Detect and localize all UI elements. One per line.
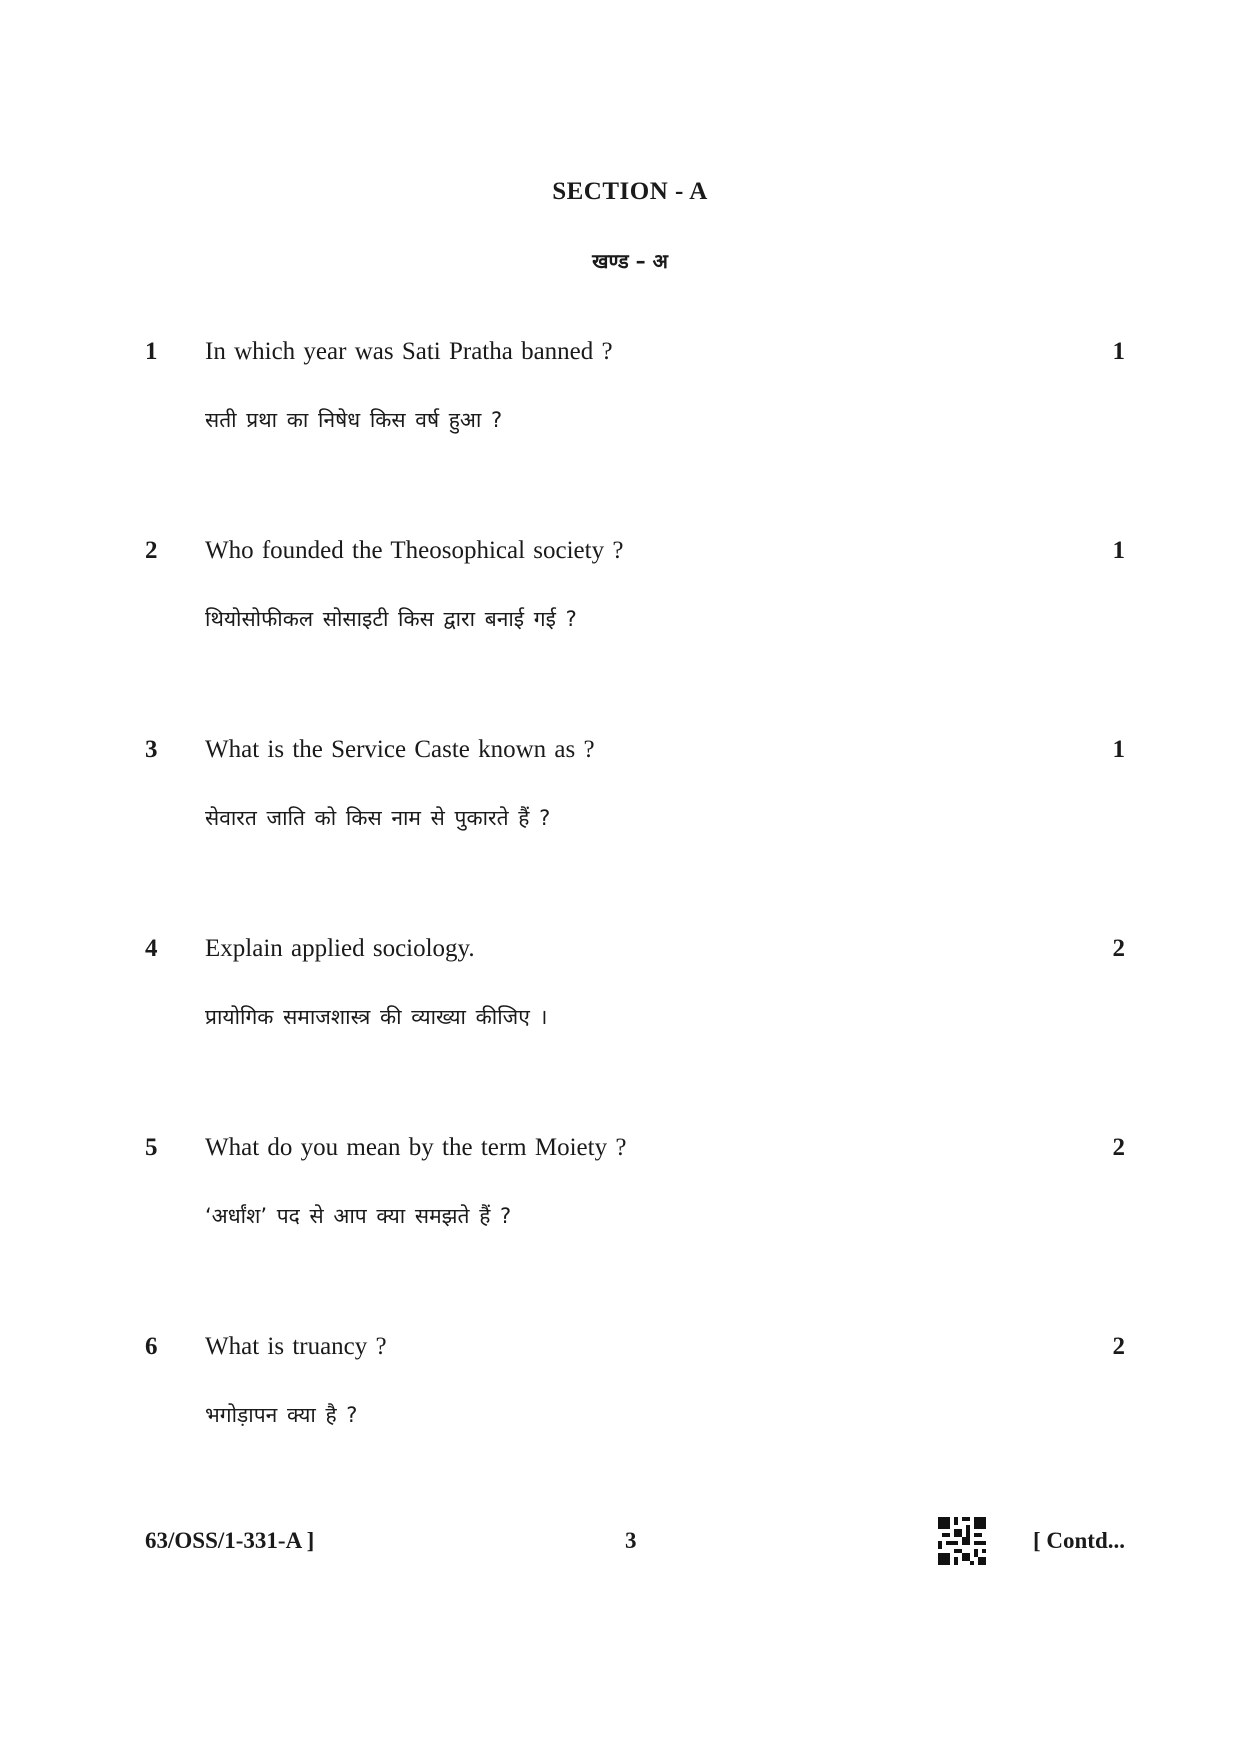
question-text-hindi: सती प्रथा का निषेध किस वर्ष हुआ ? [205,408,503,432]
question-text-english: Explain applied sociology. [205,935,475,962]
question-text-english: What is the Service Caste known as ? [205,736,595,763]
question-number: 4 [145,935,158,962]
question-text-english: Who founded the Theosophical society ? [205,537,624,564]
continued-label: [ Contd... [1032,1528,1125,1553]
qr-code-icon [938,1517,986,1565]
question-marks: 2 [1112,1134,1125,1161]
section-title-hindi: खण्ड – अ [592,249,668,273]
question-item [145,338,1125,488]
question-number: 5 [145,1134,158,1161]
paper-code: 63/OSS/1-331-A ] [145,1528,315,1553]
question-text-english: In which year was Sati Pratha banned ? [205,338,613,365]
question-marks: 2 [1112,935,1125,962]
question-item [145,537,1125,687]
question-text-hindi: थियोसोफीकल सोसाइटी किस द्वारा बनाई गई ? [205,607,577,631]
question-number: 6 [145,1333,158,1360]
page-number: 3 [625,1528,637,1553]
question-marks: 1 [1112,736,1125,763]
question-text-english: What do you mean by the term Moiety ? [205,1134,627,1161]
question-item [145,736,1125,886]
page-footer [145,1528,1125,1568]
question-number: 1 [145,338,158,365]
question-text-hindi: ‘अर्धांश’ पद से आप क्या समझते हैं ? [205,1204,512,1228]
question-text-hindi: सेवारत जाति को किस नाम से पुकारते हैं ? [205,806,551,830]
question-number: 2 [145,537,158,564]
question-marks: 1 [1112,537,1125,564]
section-title: SECTION - A [552,178,708,205]
question-item [145,935,1125,1085]
question-marks: 1 [1112,338,1125,365]
question-number: 3 [145,736,158,763]
question-item [145,1134,1125,1284]
question-marks: 2 [1112,1333,1125,1360]
question-item [145,1333,1125,1483]
question-text-hindi: प्रायोगिक समाजशास्त्र की व्याख्या कीजिए । [205,1005,548,1029]
question-text-english: What is truancy ? [205,1333,387,1360]
question-text-hindi: भगोड़ापन क्या है ? [205,1403,358,1427]
